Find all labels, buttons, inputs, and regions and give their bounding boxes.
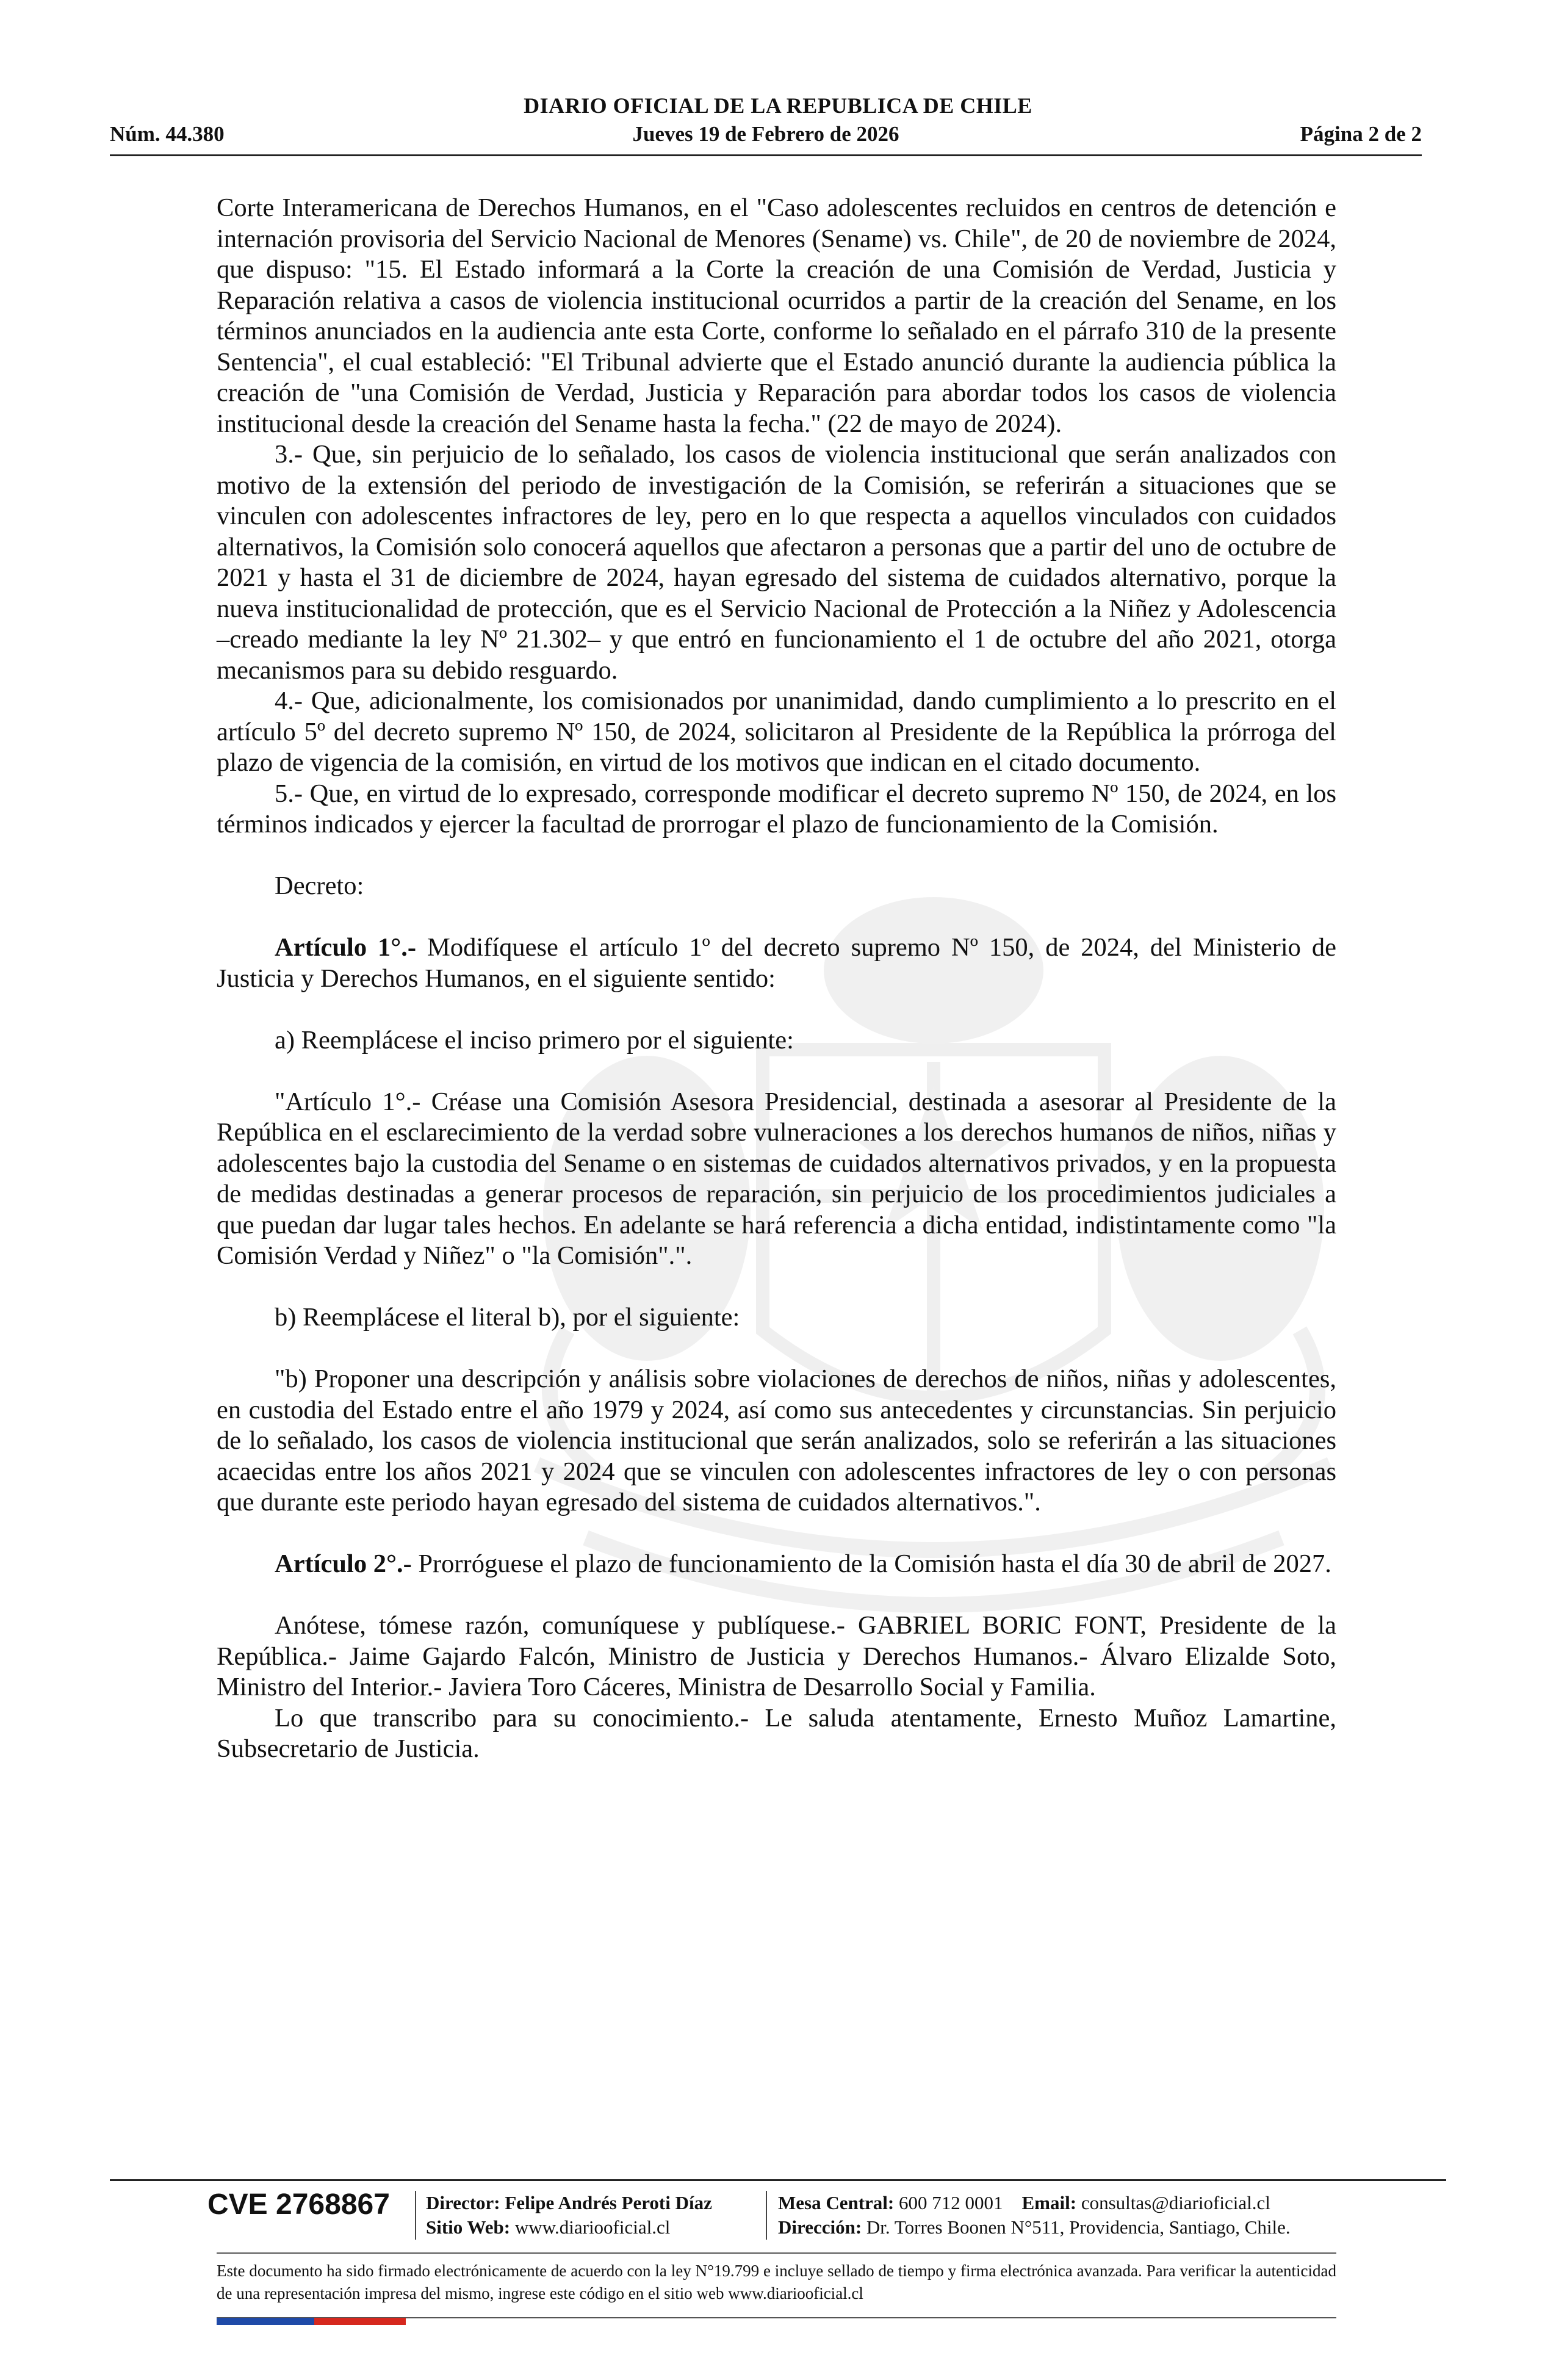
paragraph-4: 4.- Que, adicionalmente, los comisionados por unanimidad, dando cumplimiento a lo prescrito en el artículo 5º del decreto supremo Nº 150, de 2024, solicitaron al Presidente de la República la prórroga del plazo de vigencia de la comisión, en virtud de los motivos que indican en el citado documento. (217, 687, 1336, 777)
footer-separator (766, 2191, 767, 2240)
header-divider (110, 154, 1422, 156)
paragraph-court-ruling: Corte Interamericana de Derechos Humanos, en el "Caso adolescentes recluidos en centros de detención e internación provisoria del Servicio Nacional de Menores (Sename) vs. Chile", de 20 de noviembre de 2024, que dispuso: "15. El Estado informará a la Corte la creación de una Comisión de Verdad, Justicia y Reparación relativa a casos de violencia institucional ocurridos a partir de la creación del Sename, en los términos anunciados en la audiencia ante esta Corte, conforme lo señalado en el párrafo 310 de la presente Sentencia", el cual estableció: "El Tribunal advierte que el Estado anunció durante la audiencia pública la creación de "una Comisión de Verdad, Justicia y Reparación para abordar todos los casos de violencia institucional desde la creación del Sename hasta la fecha." (22 de mayo de 2024). (217, 193, 1336, 438)
paragraph-3: 3.- Que, sin perjuicio de lo señalado, los casos de violencia institucional que serán analizados con motivo de la extensión del periodo de investigación de la Comisión, se referirán a situaciones que se vinculen con adolescentes infractores de ley, pero en lo que respecta a aquellos vinculados con cuidados alternativos, la Comisión solo conocerá aquellos que afectaron a personas que a partir del uno de octubre de 2021 y hasta el 31 de diciembre de 2024, hayan egresado del sistema de cuidados alternativo, porque la nueva institucionalidad de protección, que es el Servicio Nacional de Protección a la Niñez y Adolescencia –creado mediante la ley Nº 21.302– y que entró en funcionamiento el 1 de octubre del año 2021, otorga mecanismos para su debido resguardo. (217, 440, 1336, 685)
direccion-label: Dirección: (778, 2216, 862, 2238)
article-1-label: Artículo 1°.- (275, 933, 417, 962)
issue-date: Jueves 19 de Febrero de 2026 (632, 122, 899, 146)
article-2 (217, 1549, 1336, 1580)
footer-divider-top (110, 2179, 1446, 2181)
article-1 (217, 932, 1336, 994)
footer-contact-block (778, 2191, 1291, 2240)
issue-number: Núm. 44.380 (110, 122, 225, 146)
footer-separator (415, 2191, 416, 2240)
item-a-text: "Artículo 1°.- Créase una Comisión Asesora Presidencial, destinada a asesorar al Presidente de la República en el esclarecimiento de la verdad sobre vulneraciones a los derechos humanos de niños, niñas y adolescentes bajo la custodia del Sename o en sistemas de cuidados alternativos privados, y en la propuesta de medidas destinadas a generar procesos de reparación, sin perjuicio de los procedimientos judiciales a que puedan dar lugar tales hechos. En adelante se hará referencia a dicha entidad, indistintamente como "la Comisión Verdad y Niñez" o "la Comisión".". (217, 1087, 1336, 1270)
decree-body (217, 193, 1336, 1765)
decree-heading: Decreto: (275, 871, 364, 900)
page-indicator: Página 2 de 2 (1300, 122, 1422, 146)
email-link[interactable]: consultas@diarioficial.cl (1081, 2192, 1270, 2213)
item-a-heading: a) Reemplácese el inciso primero por el siguiente: (275, 1025, 794, 1055)
director-value: Felipe Andrés Peroti Díaz (505, 2192, 712, 2213)
flag-red-segment (314, 2318, 406, 2325)
footer-divider-middle (217, 2252, 1336, 2254)
item-b-text: "b) Proponer una descripción y análisis sobre violaciones de derechos de niños, niñas y adolescentes, en custodia del Estado entre el año 1979 y 2024, así como sus antecedentes y circunstancias. Sin perjuicio de lo señalado, los casos de violencia institucional que serán analizados, solo se referirán a las situaciones acaecidas entre los años 2021 y 2024 que se vinculen con adolescentes infractores de ley o con personas que durante este periodo hayan egresado del sistema de cuidados alternativos.". (217, 1365, 1336, 1516)
mesa-label: Mesa Central: (778, 2192, 895, 2213)
header-publication-title: DIARIO OFICIAL DE LA REPUBLICA DE CHILE (524, 93, 1032, 118)
article-2-text: Prorróguese el plazo de funcionamiento de la Comisión hasta el día 30 de abril de 2027. (411, 1549, 1331, 1578)
article-1-text: Modifíquese el artículo 1º del decreto supremo Nº 150, de 2024, del Ministerio de Justicia y Derechos Humanos, en el siguiente sentido: (217, 933, 1336, 993)
electronic-signature-note: Este documento ha sido firmado electrónicamente de acuerdo con la ley N°19.799 e incluye sellado de tiempo y firma electrónica avanzada. Para verificar la autenticidad de una representación impresa del mismo, ingrese este código en el sitio web www.diariooficial.cl (217, 2262, 1336, 2302)
article-2-label: Artículo 2°.- (275, 1549, 412, 1578)
footer-director-block (426, 2191, 712, 2240)
cve-code: CVE 2768867 (207, 2188, 390, 2221)
site-link[interactable]: www.diariooficial.cl (514, 2216, 671, 2238)
flag-blue-segment (217, 2318, 314, 2325)
transcription-note: Lo que transcribo para su conocimiento.- Le saluda atentamente, Ernesto Muñoz Lamartine, Subsecretario de Justicia. (217, 1703, 1336, 1763)
director-label: Director: (426, 2192, 500, 2213)
paragraph-5: 5.- Que, en virtud de lo expresado, corresponde modificar el decreto supremo Nº 150, de 2024, en los términos indicados y ejercer la facultad de prorrogar el plazo de funcionamiento de la Comisión. (217, 779, 1336, 838)
email-label: Email: (1021, 2192, 1077, 2213)
item-b-heading: b) Reemplácese el literal b), por el siguiente: (275, 1303, 740, 1332)
site-label: Sitio Web: (426, 2216, 511, 2238)
direccion-value: Dr. Torres Boonen N°511, Providencia, Santiago, Chile. (866, 2216, 1291, 2238)
mesa-value: 600 712 0001 (899, 2192, 1003, 2213)
closing-signatures: Anótese, tómese razón, comuníquese y publíquese.- GABRIEL BORIC FONT, Presidente de la República.- Jaime Gajardo Falcón, Ministro de Justicia y Derechos Humanos.- Álvaro Elizalde Soto, Ministro del Interior.- Javiera Toro Cáceres, Ministra de Desarrollo Social y Familia. (217, 1611, 1336, 1701)
